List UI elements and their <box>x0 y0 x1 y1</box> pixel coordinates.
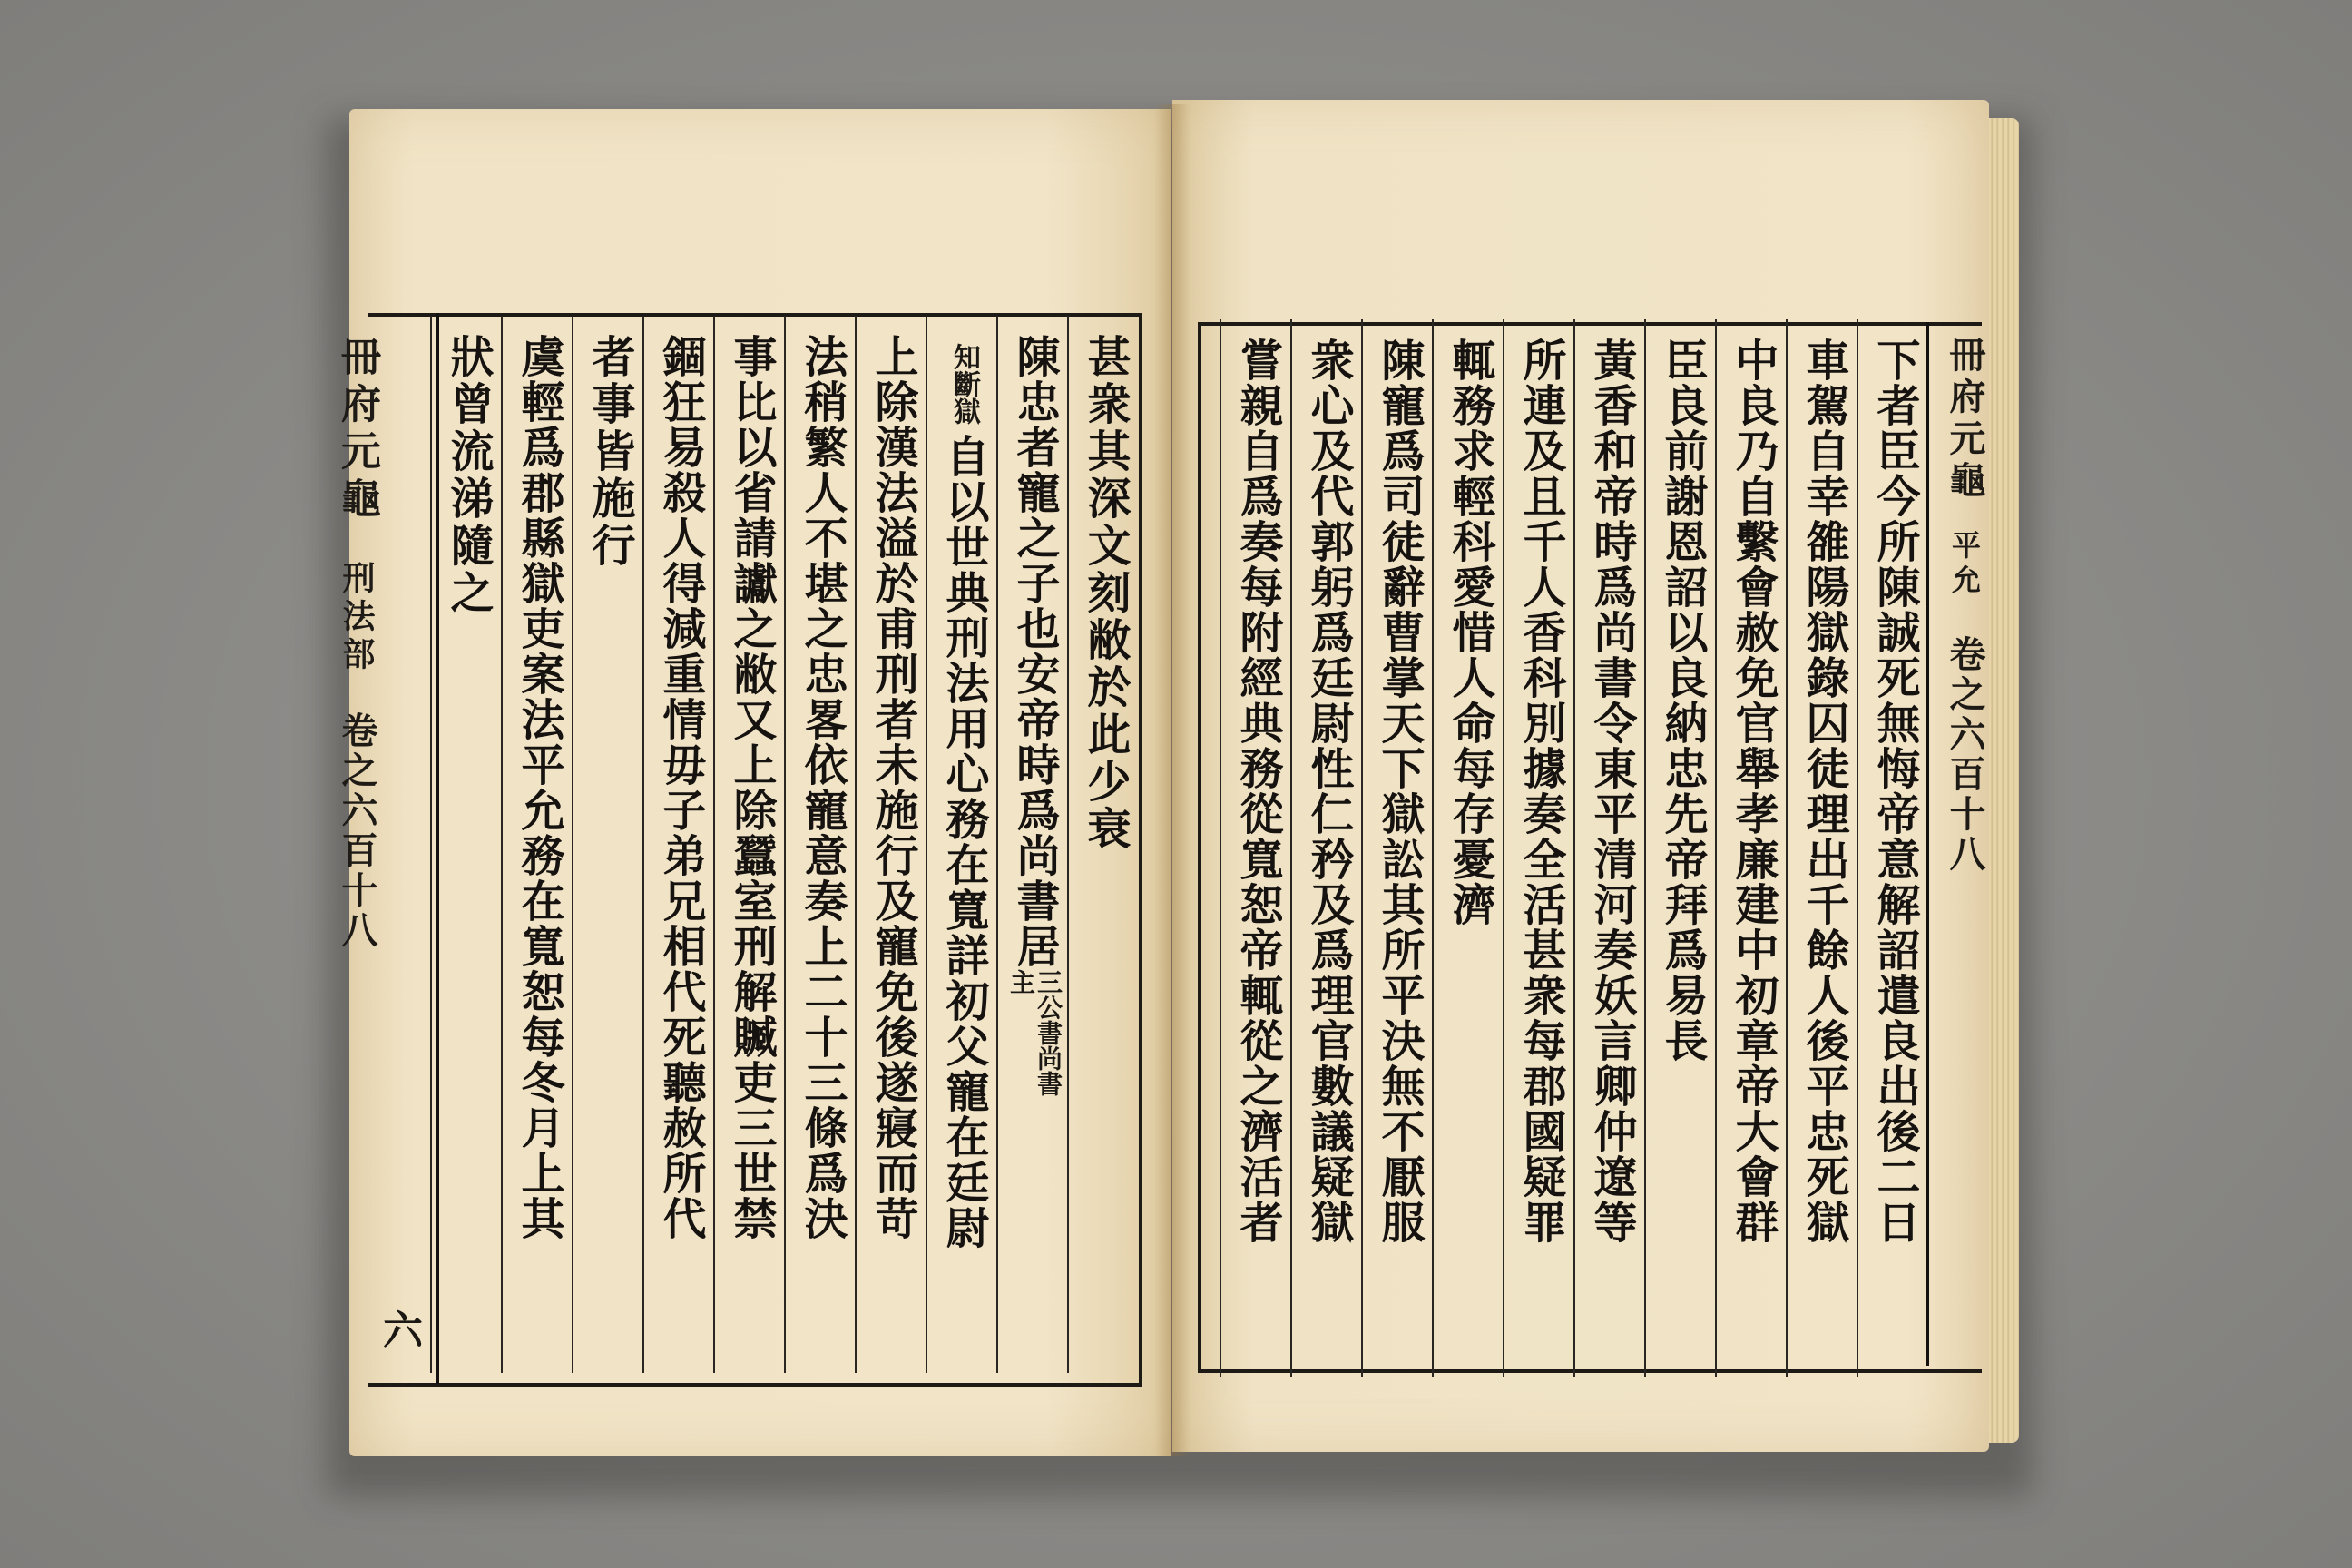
column-divider <box>926 316 927 1373</box>
book-gutter <box>1154 104 1191 1456</box>
column-divider <box>430 316 432 1373</box>
column-divider <box>1644 319 1646 1377</box>
column-divider <box>1786 319 1788 1377</box>
column-text: 上除漢法溢於甫刑者未施行及寵免後遂寢而苛 <box>867 334 918 1241</box>
column-text: 事比以省請讞之敝又上除蠶室刑解贓吏三世禁 <box>726 334 777 1241</box>
column-divider <box>642 316 644 1373</box>
column-text: 者事皆施行 <box>584 334 635 570</box>
column-text: 狀曾流涕隨之 <box>443 334 494 617</box>
column-text: 下者臣今所陳誠死無悔帝意解詔遣良出後二日 <box>1869 338 1920 1245</box>
column-divider <box>1432 319 1434 1377</box>
left-column <box>1005 334 1063 1105</box>
column-text: 中良乃自繫會赦免官舉孝廉建中初章帝大會群 <box>1728 338 1779 1245</box>
column-divider <box>996 316 998 1373</box>
column-text: 車駕自幸雒陽獄錄囚徒理出千餘人後平忠死獄 <box>1798 338 1849 1245</box>
left-column <box>722 334 780 1241</box>
left-column <box>510 334 568 1241</box>
left-column <box>581 334 639 570</box>
column-text: 陳寵爲司徒辭曹掌天下獄訟其所平決無不厭服 <box>1374 338 1425 1245</box>
column-divider <box>572 316 573 1373</box>
column-divider <box>1361 319 1363 1377</box>
column-text: 甚衆其深文刻敝於此少衰 <box>1080 334 1131 853</box>
left-section-label: 刑法部 <box>338 561 376 675</box>
column-text: 陳忠者寵之子也安帝時爲尚書居 <box>1009 334 1060 969</box>
column-text: 錮狂易殺人得減重情毋子弟兄相代死聽赦所代 <box>655 334 706 1241</box>
right-column <box>1583 338 1641 1245</box>
right-margin-title <box>1942 336 1987 875</box>
column-text: 衆心及代郭躬爲廷尉性仁矜及爲理官數議疑獄 <box>1303 338 1354 1245</box>
left-page-number: 六 <box>383 1308 423 1354</box>
left-column <box>935 334 993 1250</box>
column-text: 自以世典刑法用心務在寬詳初父寵在廷尉 <box>938 434 989 1250</box>
left-column <box>439 334 497 617</box>
right-column <box>1299 338 1357 1245</box>
column-divider <box>855 316 857 1373</box>
left-volume-label: 卷之六百十八 <box>336 711 378 951</box>
right-column <box>1512 338 1570 1245</box>
interlinear-note: 三公書尚書主 <box>1006 969 1063 1096</box>
column-text: 法稍繁人不堪之忠畧依寵意奏上二十三條爲決 <box>797 334 848 1241</box>
column-divider <box>1715 319 1717 1377</box>
right-column <box>1370 338 1428 1245</box>
column-divider <box>1067 316 1069 1373</box>
left-column <box>793 334 851 1241</box>
right-margin-title-text: 冊府元龜 <box>1944 336 1986 503</box>
left-margin-title-text: 冊府元龜 <box>334 336 380 524</box>
column-divider <box>1857 319 1858 1377</box>
right-column <box>1653 338 1711 1063</box>
right-column <box>1724 338 1782 1245</box>
right-margin-rule <box>1926 322 1929 1366</box>
left-column <box>1076 334 1134 853</box>
column-divider <box>501 316 503 1373</box>
column-text: 臣良前謝恩詔以良納忠先帝拜爲易長 <box>1657 338 1708 1063</box>
right-column <box>1866 338 1924 1245</box>
column-divider <box>1290 319 1292 1377</box>
right-volume-label: 卷之六百十八 <box>1944 635 1986 875</box>
column-divider <box>1573 319 1575 1377</box>
right-column <box>1795 338 1853 1245</box>
column-divider <box>784 316 786 1373</box>
right-column <box>1441 338 1499 927</box>
column-text: 虞輕爲郡縣獄吏案法平允務在寬恕每冬月上其 <box>514 334 564 1241</box>
interlinear-note: 知斷獄 <box>948 343 980 425</box>
column-text: 黃香和帝時爲尚書令東平清河奏妖言卿仲遼等 <box>1586 338 1637 1245</box>
right-column <box>1229 338 1287 1245</box>
left-column <box>864 334 922 1241</box>
column-text: 嘗親自爲奏每附經典務從寬恕帝輒從之濟活者 <box>1232 338 1283 1245</box>
column-text: 所連及且千人香科別據奏全活甚衆每郡國疑罪 <box>1515 338 1566 1245</box>
column-divider <box>713 316 715 1373</box>
left-column <box>652 334 710 1241</box>
right-section-label: 平允 <box>1947 530 1982 599</box>
column-divider <box>1503 319 1504 1377</box>
left-margin-title <box>334 336 379 951</box>
column-text: 輒務求輕科愛惜人命每存憂濟 <box>1445 338 1495 927</box>
column-divider <box>1220 319 1221 1377</box>
